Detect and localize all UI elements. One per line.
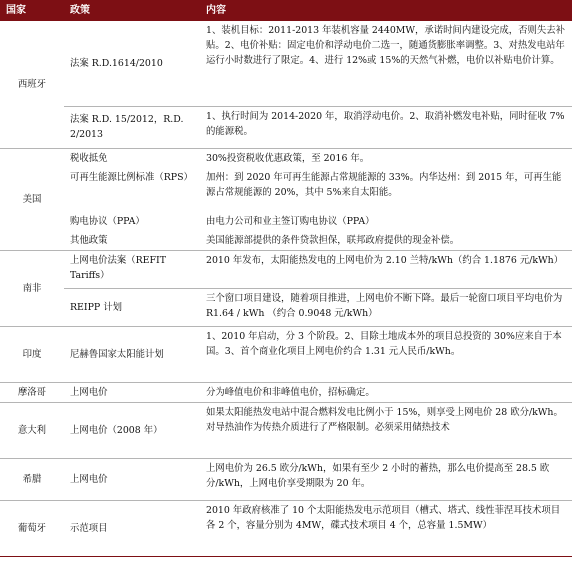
policy-cell: 法案 R.D.1614/2010 (70, 57, 163, 69)
table-row (0, 21, 572, 106)
country-cell: 南非 (22, 282, 42, 294)
content-cell: 1、装机目标：2011-2013 年装机容量 2440MW，承诺时间内建设完成，否则失去补贴。2、电价补贴：固定电价和浮动电价二选一，随通货膨胀率调整。3、对热发电站年运行小时数进行了限定。4、进行 12%或 15%的天然气补燃，电价以补贴电价计算。 (206, 25, 566, 66)
table-row (0, 402, 572, 458)
content-cell: 三个窗口项目建设，随着项目推进，上网电价不断下降。最后一轮窗口项目平均电价为 R1.64 / kWh （约合 0.9048 元/kWh） (206, 292, 563, 319)
country-cell: 摩洛哥 (17, 386, 47, 398)
table-row (0, 148, 572, 168)
policy-cell: 购电协议（PPA） (70, 215, 145, 227)
table-row (0, 106, 572, 148)
policy-cell: 上网电价 (70, 386, 108, 398)
policy-cell: 其他政策 (70, 234, 108, 246)
policy-cell: 示范项目 (70, 522, 108, 534)
country-cell: 美国 (22, 193, 42, 205)
content-cell: 2010 年政府核准了 10 个太阳能热发电示范项目（槽式、塔式、线性菲涅耳技术项目各 2 个，容量分别为 4MW，碟式技术项目 4 个，总容量 1.5MW） (206, 504, 561, 531)
table-row (0, 500, 572, 556)
table-row (0, 288, 572, 326)
content-cell: 由电力公司和业主签订购电协议（PPA） (206, 215, 375, 227)
policy-cell: 上网电价（2008 年） (70, 424, 163, 436)
content-cell: 上网电价为 26.5 欧分/kWh，如果有至少 2 小时的蓄热，那么电价提高至 28.5 欧分/kWh，上网电价享受期限为 20 年。 (206, 462, 550, 489)
content-cell: 分为峰值电价和非峰值电价，招标确定。 (206, 386, 375, 398)
policy-cell: 尼赫鲁国家太阳能计划 (70, 348, 164, 360)
content-cell: 30%投资税收优惠政策，至 2016 年。 (206, 152, 370, 164)
table-row (0, 382, 572, 402)
policy-cell: REIPP 计划 (70, 301, 122, 313)
country-cell: 意大利 (17, 424, 47, 436)
country-cell: 西班牙 (17, 78, 47, 90)
table-header (0, 0, 572, 21)
content-cell: 1、2010 年启动，分 3 个阶段。2、目除土地成本外的项目总投资的 30%应来自于本国。3、首个商业化项目上网电价约合 1.31 元人民币/kWh。 (206, 330, 562, 357)
table-row (0, 231, 572, 251)
header-policy: 政策 (64, 0, 200, 21)
content-cell: 1、执行时间为 2014-2020 年，取消浮动电价。2、取消补燃发电补贴，同时征收 7%的能源税。 (206, 110, 565, 137)
content-cell: 美国能源部提供的条件贷款担保，联邦政府提供的现金补偿。 (206, 234, 460, 246)
content-cell: 2010 年发布，太阳能热发电的上网电价为 2.10 兰特/kWh（约合 1.1876 元/kWh） (206, 254, 564, 266)
policy-cell: 税收抵免 (70, 152, 108, 164)
table-row (0, 326, 572, 382)
policy-cell: 上网电价 (70, 473, 108, 485)
table-row (0, 458, 572, 500)
table-row (0, 212, 572, 231)
header-country: 国家 (0, 0, 64, 21)
country-cell: 印度 (22, 348, 42, 360)
table-row (0, 168, 572, 212)
country-cell: 葡萄牙 (17, 522, 47, 534)
policy-cell: 法案 R.D. 15/2012，R.D. 2/2013 (70, 114, 184, 140)
country-cell: 希腊 (22, 473, 42, 485)
policy-cell: 上网电价法案（REFIT Tariffs） (70, 254, 166, 281)
content-cell: 如果太阳能热发电站中混合燃料发电比例小于 15%，则享受上网电价 28 欧分/kWh。对导热油作为传热介质进行了严格限制。必须采用储热技术 (206, 406, 563, 433)
policy-cell: 可再生能源比例标准（RPS） (70, 171, 193, 183)
content-cell: 加州：到 2020 年可再生能源占常规能源的 33%。内华达州：到 2015 年，可再生能源占常规能源的 20%，其中 5%来自太阳能。 (206, 171, 562, 198)
table-row (0, 250, 572, 288)
header-content: 内容 (200, 0, 572, 21)
